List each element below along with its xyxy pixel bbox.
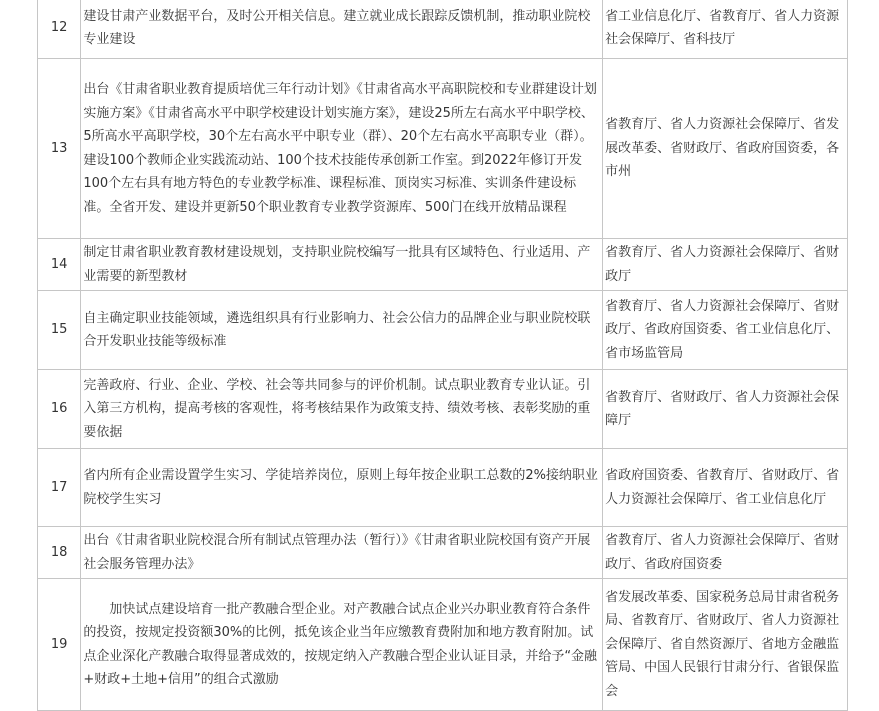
row-number: 15 — [38, 291, 81, 370]
row-number: 17 — [38, 449, 81, 527]
task-content: 制定甘肃省职业教育教材建设规划，支持职业院校编写一批具有区域特色、行业适用、产业需要的新型教材 — [81, 239, 603, 291]
task-content: 出台《甘肃省职业院校混合所有制试点管理办法（暂行）》《甘肃省职业院校国有资产开展社会服务管理办法》 — [81, 527, 603, 579]
task-content: 省内所有企业需设置学生实习、学徒培养岗位，原则上每年按企业职工总数的2%接纳职业院校学生实习 — [81, 449, 603, 527]
task-content: 建设甘肃产业数据平台，及时公开相关信息。建立就业成长跟踪反馈机制，推动职业院校专业建设 — [81, 0, 603, 59]
policy-task-table — [37, 0, 848, 711]
task-content: 加快试点建设培育一批产教融合型企业。对产教融合试点企业兴办职业教育符合条件的投资，按规定投资额30%的比例，抵免该企业当年应缴教育费附加和地方教育附加。试点企业深化产教融合取得显著成效的，按规定纳入产教融合型企业认证目录，并给予“金融+财政+土地+信用”的组合式激励 — [83, 601, 598, 687]
row-number: 14 — [38, 239, 81, 291]
responsible-departments: 省政府国资委、省教育厅、省财政厅、省人力资源社会保障厅、省工业信息化厅 — [603, 449, 848, 527]
responsible-departments: 省教育厅、省财政厅、省人力资源社会保障厅 — [603, 370, 848, 449]
table-row — [38, 291, 848, 370]
table-row — [38, 527, 848, 579]
task-content: 出台《甘肃省职业教育提质培优三年行动计划》《甘肃省高水平高职院校和专业群建设计划实施方案》《甘肃省高水平中职学校建设计划实施方案》，建设25所左右高水平中职学校、5所高水平高职学校，30个左右高水平中职专业（群）、20个左右高水平高职专业（群）。建设100个教师企业实践流动站、100个技术技能传承创新工作室。到2022年修订开发100个左右具有地方特色的专业教学标准、课程标准、顶岗实习标准、实训条件建设标准。全省开发、建设并更新50个职业教育专业教学资源库、500门在线开放精品课程 — [81, 59, 603, 239]
table-row — [38, 370, 848, 449]
responsible-departments: 省工业信息化厅、省教育厅、省人力资源社会保障厅、省科技厅 — [603, 0, 848, 59]
task-content: 自主确定职业技能领域，遴选组织具有行业影响力、社会公信力的品牌企业与职业院校联合开发职业技能等级标准 — [81, 291, 603, 370]
row-number: 16 — [38, 370, 81, 449]
table-row — [38, 579, 848, 711]
table-row — [38, 59, 848, 239]
row-number: 12 — [38, 0, 81, 59]
row-number: 13 — [38, 59, 81, 239]
responsible-departments: 省发展改革委、国家税务总局甘肃省税务局、省教育厅、省财政厅、省人力资源社会保障厅、省自然资源厅、省地方金融监管局、中国人民银行甘肃分行、省银保监会 — [603, 579, 848, 711]
responsible-departments: 省教育厅、省人力资源社会保障厅、省财政厅、省政府国资委、省工业信息化厅、省市场监管局 — [603, 291, 848, 370]
row-number: 18 — [38, 527, 81, 579]
table-row — [38, 0, 848, 59]
responsible-departments: 省教育厅、省人力资源社会保障厅、省财政厅 — [603, 239, 848, 291]
table-row — [38, 239, 848, 291]
table-row — [38, 449, 848, 527]
responsible-departments: 省教育厅、省人力资源社会保障厅、省财政厅、省政府国资委 — [603, 527, 848, 579]
task-content: 完善政府、行业、企业、学校、社会等共同参与的评价机制。试点职业教育专业认证。引入第三方机构，提高考核的客观性，将考核结果作为政策支持、绩效考核、表彰奖励的重要依据 — [81, 370, 603, 449]
task-content-cell — [81, 579, 603, 711]
row-number: 19 — [38, 579, 81, 711]
responsible-departments: 省教育厅、省人力资源社会保障厅、省发展改革委、省财政厅、省政府国资委，各市州 — [603, 59, 848, 239]
